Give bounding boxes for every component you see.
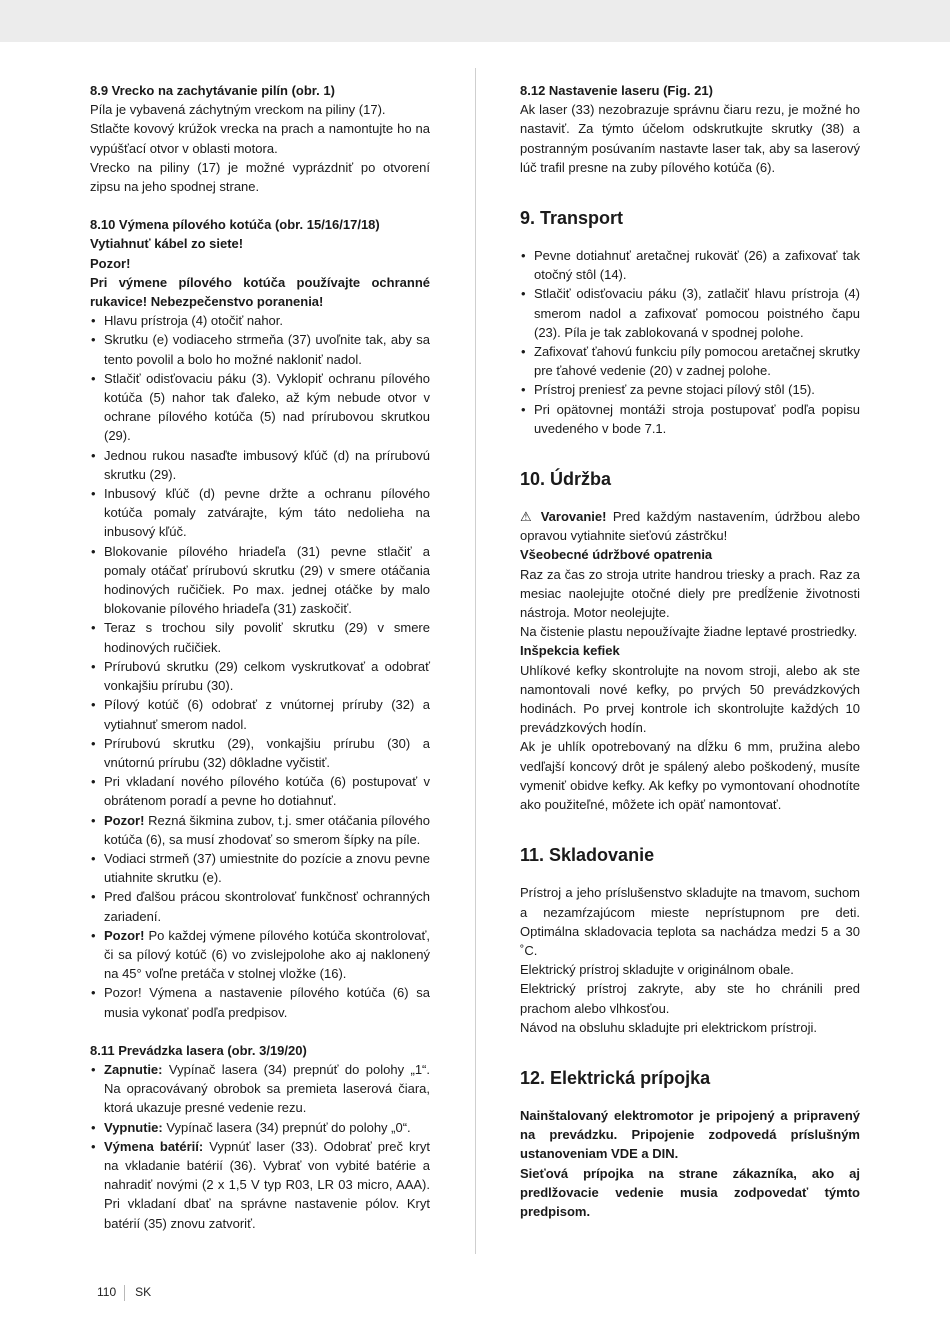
list-item: • Pevne dotiahnuť aretačnej rukoväť (26) a zafixovať tak otočný stôl (14). [520,246,860,284]
list-item: • Zafixovať ťahovú funkciu píly pomocou aretačnej skrutky pre ťahové vedenie (20) v zadnej polohe. [520,342,860,380]
list-item [90,926,430,984]
list-item: • Inbusový kľúč (d) pevne držte a ochranu pílového kotúča pomaly zatvárajte, kým táto nedolieha na inbusový kľúč. [90,484,430,542]
paragraph: Elektrický prístroj zakryte, aby ste ho chránili pred prachom alebo vlhkosťou. [520,981,860,1016]
section-heading: 12. Elektrická prípojka [520,1067,711,1088]
paragraph: Uhlíkové kefky skontrolujte na novom stroji, alebo ak ste namontovali nové kefky, po prvých 50 prevádzkových hodinách. Po prvej kontrole ich skontrolujte každých 10 prevádzkových hodín. [520,662,860,736]
paragraph: Prístroj a jeho príslušenstvo skladujte na tmavom, suchom a nezamŕzajúcom mieste neprístupnom pre deti. Optimálna skladovacia teplota sa nachádza medzi 5 a 30 ˚C. [520,885,860,958]
paragraph: Návod na obsluhu skladujte pri elektrickom prístroji. [520,1019,817,1035]
item-label: Pozor! [104,927,145,943]
section-title: 8.10 Výmena pílového kotúča (obr. 15/16/17/18) [90,217,380,233]
footer-separator [124,1285,125,1301]
column-divider [475,68,476,1254]
warning-text: Pozor! [90,255,131,271]
paragraph: Sieťová prípojka na strane zákazníka, ako aj predlžovacie vedenie musia zodpovedať týmto predpisom. [520,1165,860,1219]
section-title: 8.9 Vrecko na zachytávanie pilín (obr. 1) [90,83,335,98]
item-text: Rezná šikmina zubov, t.j. smer otáčania pílového kotúča (6), sa musí zhodovať so smerom šípky na píle. [104,812,430,847]
warning-label: Varovanie! [540,509,607,525]
list-item [90,1118,430,1137]
right-column [520,81,860,1221]
list-item: • Pri opätovnej montáži stroja postupovať podľa popisu uvedeného v bode 7.1. [520,400,860,438]
steps-list [90,311,430,1022]
list-item: • Skrutku (e) vodiaceho strmeňa (37) uvoľnite tak, aby sa tento povolil a bolo ho možné nakloniť nadol. [90,330,430,368]
warning-text: Pri výmene pílového kotúča používajte ochranné rukavice! Nebezpečenstvo poranenia! [90,274,430,310]
list-item: • Prístroj preniesť za pevne stojaci pílový stôl (15). [520,380,860,399]
item-text: Po každej výmene pílového kotúča skontrolovať, či sa pílový kotúč (6) vo zvislejpolohe ako aj naklonený na 45° voľne pretáča v stolnej vložke (16). [104,927,430,982]
top-band [0,0,950,42]
section-8-12 [520,81,860,177]
list-item: • Prírubovú skrutku (29), vonkajšiu prírubu (30) a vnútornú prírubu (32) dôkladne vyčistiť. [90,734,430,772]
item-text: Vypnúť laser (33). Odobrať preč kryt na vkladanie batérií (36). Vybrať von vybité batérie a nahradiť novými (2 x 1,5 V typ R03, LR 03 micro, AAA). Pri vkladaní dbať na správne nastavenie pólov. Kryt batérií (35) znovu zatvoriť. [104,1138,430,1231]
list-item: • Vodiaci strmeň (37) umiestnite do pozície a znovu pevne utiahnite skrutku (e). [90,849,430,887]
list-item: • Pred ďalšou prácou skontrolovať funkčnosť ochranných zariadení. [90,887,430,925]
section-11-storage [520,843,860,1037]
page-number: 110 [97,1285,117,1299]
list-item: • Blokovanie pílového hriadeľa (31) pevne stlačiť a pomaly otáčať prírubovú skrutku (29) v smere otáčania hodinových ručičiek. Po max. jednej otáčke by malo blokovanie pílového hriadeľa (31) zaskočiť. [90,542,430,619]
item-label: Výmena batérií: [104,1138,204,1154]
section-heading: 10. Údržba [520,469,612,490]
item-label: Vypnutie: [104,1119,163,1135]
section-title: 8.11 Prevádzka lasera (obr. 3/19/20) [90,1042,307,1058]
list-item: • Teraz s trochou sily povoliť skrutku (29) v smere hodinových ručičiek. [90,618,430,656]
paragraph: Raz za čas zo stroja utrite handrou triesky a prach. Raz za mesiac naolejujte otočné diely pre predĺženie životnosti nástroja. Motor neolejujte. [520,566,860,621]
paragraph: Píla je vybavená záchytným vreckom na piliny (17). [90,102,386,118]
list-item: • Pri vkladaní nového pílového kotúča (6) postupovať v obrátenom poradí a pevne ho dotiahnuť. [90,772,430,810]
section-8-10 [90,215,430,1022]
warning-text: Pred každým nastavením, údržbou alebo opravou vytiahnite sieťovú zástrčku! [520,509,860,544]
list-item: • Jednou rukou nasaďte imbusový kľúč (d) na prírubovú skrutku (29). [90,446,430,484]
warning-triangle-icon: ⚠ [520,509,535,525]
transport-list [520,246,860,438]
section-heading: 9. Transport [520,208,624,229]
paragraph: Elektrický prístroj skladujte v originálnom obale. [520,962,794,978]
list-item: • Stlačiť odisťovaciu páku (3). Vyklopiť ochranu pílového kotúča (5) nahor tak ďaleko, až kým nebude otvor v ochrane pílového kotúča (5) nad prírubovou skrutkou (29). [90,369,430,446]
list-item: • Stlačiť odisťovaciu páku (3), zatlačiť hlavu prístroja (4) smerom nadol a zafixovať pomocou poistného čapu (23). Píla je tak zablokovaná v spodnej polohe. [520,284,860,342]
list-item: • Hlavu prístroja (4) otočiť nahor. [90,311,430,330]
paragraph: Stlačte kovový krúžok vrecka na prach a namontujte ho na vypúšťací otvor v oblasti motora. [90,121,430,156]
subheading: Inšpekcia kefiek [520,643,620,659]
paragraph: Na čistenie plastu nepoužívajte žiadne leptavé prostriedky. [520,624,858,640]
section-10-maintenance [520,467,860,814]
list-item [90,811,430,849]
section-8-11 [90,1041,430,1233]
item-text: Vypínač lasera (34) prepnúť do polohy „0“. [162,1119,411,1135]
left-column [90,81,430,1233]
list-item: • Pílový kotúč (6) odobrať z vnútornej príruby (32) a vytiahnuť smerom nadol. [90,695,430,733]
list-item [90,1060,430,1118]
language-code: SK [135,1285,152,1299]
item-label: Zapnutie: [104,1061,163,1077]
section-title: 8.12 Nastavenie laseru (Fig. 21) [520,83,713,98]
paragraph: Vrecko na piliny (17) je možné vyprázdniť po otvorení zipsu na jeho spodnej strane. [90,159,430,195]
list-item: • Prírubovú skrutku (29) celkom vyskrutkovať a odobrať vonkajšiu prírubu (30). [90,657,430,695]
subheading: Všeobecné údržbové opatrenia [520,547,713,563]
list-item: • Pozor! Výmena a nastavenie pílového kotúča (6) sa musia vykonať podľa predpisov. [90,983,430,1021]
paragraph: Ak laser (33) nezobrazuje správnu čiaru rezu, je možné ho nastaviť. Za týmto účelom odskrutkujte skrutky (38) a postranným posúvaním nastavte laser tak, aby sa laserový lúč trafil presne na zuby pílového kotúča (6). [520,102,860,175]
item-label: Pozor! [104,812,145,828]
warning-paragraph [520,507,860,545]
section-12-electrical [520,1066,860,1221]
section-heading: 11. Skladovanie [520,845,655,866]
page-footer [97,1283,151,1301]
laser-list [90,1060,430,1233]
section-8-9 [90,81,430,196]
list-item [90,1137,430,1233]
warning-text: Vytiahnuť kábel zo siete! [90,236,244,252]
paragraph: Ak je uhlík opotrebovaný na dĺžku 6 mm, pružina alebo vedľajší koncový drôt je spálený alebo poškodený, musíte vymeniť obidve kefky. Ak kefky po vymontovaní ohodnotíte ako použiteľné, môžete ich opäť namontovať. [520,739,860,813]
section-9-transport [520,206,860,438]
paragraph: Nainštalovaný elektromotor je pripojený a pripravený na prevádzku. Pripojenie zodpovedá príslušným ustanoveniam VDE a DIN. [520,1107,860,1162]
item-text: Vypínač lasera (34) prepnúť do polohy „1“. Na opracovávaný obrobok sa premieta laserová čiara, ktorá ukazuje presné vedenie rezu. [104,1061,430,1116]
